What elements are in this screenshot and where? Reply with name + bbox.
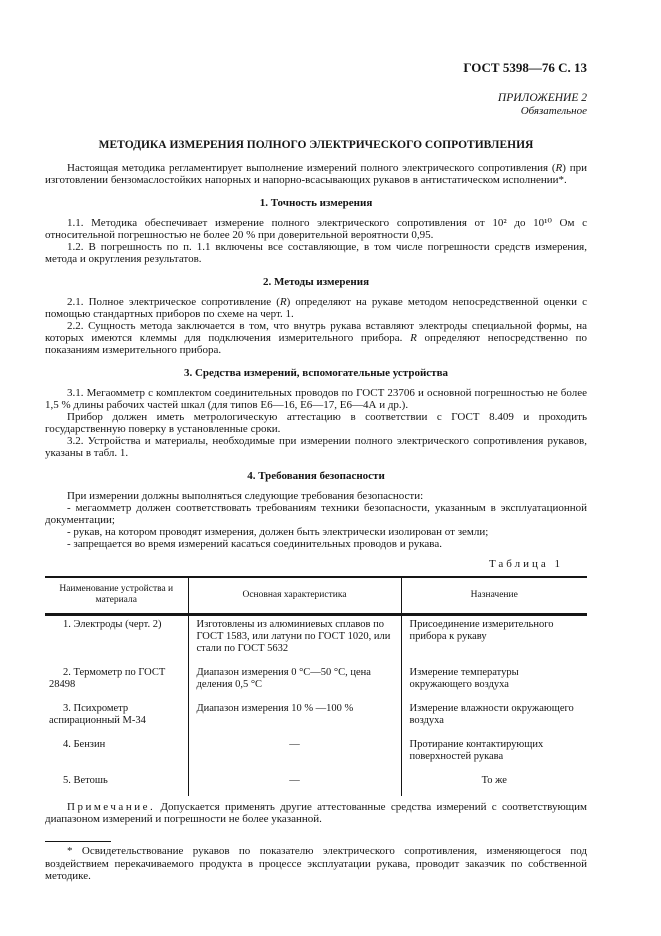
note-paragraph [45, 801, 587, 825]
paragraph-1-1: 1.1. Методика обеспечивает измерение полного электрического сопротивления от 10² до 10¹⁰ Ом с относительной погрешностью не более 20 % при доверительной вероятности 0,95. [45, 217, 587, 241]
table-cell: — [188, 772, 401, 796]
p21-text-a: 2.1. Полное электрическое сопротивление ( [67, 296, 280, 308]
intro-text-b: ) при изготовлении бензомаслостойких напорных и напорно-всасывающих рукавов в антистатическом исполнении*. [45, 162, 588, 186]
table-cell: Изготовлены из алюминиевых сплавов по ГОСТ 1583, или латуни по ГОСТ 1020, или стали по ГОСТ 5632 [188, 615, 401, 665]
section-4-heading: 4. Требования безопасности [247, 470, 385, 482]
paragraph-2-1 [45, 296, 587, 320]
paragraph-1-2: 1.2. В погрешность по п. 1.1 включены все составляющие, в том числе погрешности средств измерения, метода и округления результатов. [45, 241, 587, 265]
table-cell: Измерение влажности окружающего воздуха [409, 703, 574, 726]
safety-intro: При измерении должны выполняться следующие требования безопасности: [67, 490, 424, 502]
table-cell: Диапазон измерения 10 % —100 % [188, 700, 401, 736]
paragraph-3-2: 3.2. Устройства и материалы, необходимые при измерении полного электрического сопротивления рукавов, указаны в табл. 1. [45, 435, 587, 459]
note-label: Примечание. [67, 801, 156, 813]
note-text: Допускается применять другие аттестованные средства измерений с соответствующим диапазоном измерений и погрешности не более указанной. [45, 801, 587, 825]
doc-reference: ГОСТ 5398—76 С. 13 [463, 60, 587, 75]
devices-table [45, 576, 587, 796]
table-cell: 5. Ветошь [45, 772, 188, 796]
section-1-heading: 1. Точность измерения [259, 197, 373, 209]
appendix-label: ПРИЛОЖЕНИЕ 2 [497, 92, 587, 104]
table-header-cell: Назначение [401, 577, 587, 615]
page-content [45, 60, 587, 883]
section-3-heading: 3. Средства измерений, вспомогательные устройства [183, 367, 449, 379]
footnote-paragraph: * Освидетельствование рукавов по показателю электрического сопротивления, изменяющегося под воздействием перекачиваемого продукта в процессе эксплуатации рукава, проводит заказчик по собственной методике. [45, 845, 587, 882]
table-label: Таблица 1 [488, 558, 563, 570]
table-header-cell: Основная характеристика [188, 577, 401, 615]
table-cell: Протирание контактирующих поверхностей рукава [409, 739, 544, 762]
appendix-note: Обязательное [520, 105, 587, 117]
table-cell: То же [481, 775, 507, 786]
table-header-cell: Наименование устройства и материала [45, 577, 188, 615]
table-row [45, 700, 587, 736]
symbol-R-italic: R [555, 162, 563, 174]
table-row [45, 615, 587, 665]
table-cell: — [188, 736, 401, 772]
symbol-R-italic: R [279, 296, 287, 308]
safety-item: - рукав, на котором проводят измерения, должен быть электрически изолирован от земли; [67, 526, 489, 538]
footnote-rule [45, 841, 111, 842]
p22-text-b: определяют непосредственно по показаниям измерительного прибора. [45, 332, 587, 356]
table-row [45, 736, 587, 772]
document-title: МЕТОДИКА ИЗМЕРЕНИЯ ПОЛНОГО ЭЛЕКТРИЧЕСКОГО СОПРОТИВЛЕНИЯ [98, 139, 534, 151]
paragraph-3-1: 3.1. Мегаомметр с комплектом соединительных проводов по ГОСТ 23706 и основной погрешностью не более 1,5 % длины рабочих частей шкал (для типов Е6—16, Е6—17, Е6—4А и др.). [45, 387, 587, 411]
table-cell: Присоединение измерительного прибора к рукаву [409, 619, 554, 642]
symbol-R-italic: R [410, 332, 417, 344]
paragraph-2-2 [45, 320, 587, 356]
table-cell: 2. Термометр по ГОСТ 28498 [45, 664, 188, 700]
table-cell: 4. Бензин [45, 736, 188, 772]
paragraph-3-1-cont: Прибор должен иметь метрологическую аттестацию в соответствии с ГОСТ 8.409 и проходить государственную поверку в установленные сроки. [45, 411, 587, 435]
table-cell: Измерение температуры окружающего воздуха [409, 667, 519, 690]
safety-item: - запрещается во время измерений касаться соединительных проводов и рукава. [67, 538, 442, 550]
table-row [45, 772, 587, 796]
intro-paragraph [45, 162, 587, 186]
p21-text-b: ) определяют на рукаве методом непосредственной оценки с помощью стандартных приборов по схеме на черт. 1. [45, 296, 587, 320]
p22-text-a: 2.2. Сущность метода заключается в том, что внутрь рукава вставляют электроды специальной формы, на которых имеются клеммы для подключения измерительного прибора. [45, 320, 587, 344]
table-header-row [45, 577, 587, 615]
intro-text-a: Настоящая методика регламентирует выполнение измерений полного электрического сопротивления ( [67, 162, 556, 174]
table-cell: Диапазон измерения 0 °С—50 °С, цена деления 0,5 °С [188, 664, 401, 700]
table-cell: 1. Электроды (черт. 2) [45, 615, 188, 665]
table-row [45, 664, 587, 700]
table-cell: 3. Психрометр аспирационный М-34 [45, 700, 188, 736]
section-2-heading: 2. Методы измерения [262, 276, 370, 288]
safety-item: - мегаомметр должен соответствовать требованиям техники безопасности, указанным в эксплуатационной документации; [45, 502, 587, 526]
